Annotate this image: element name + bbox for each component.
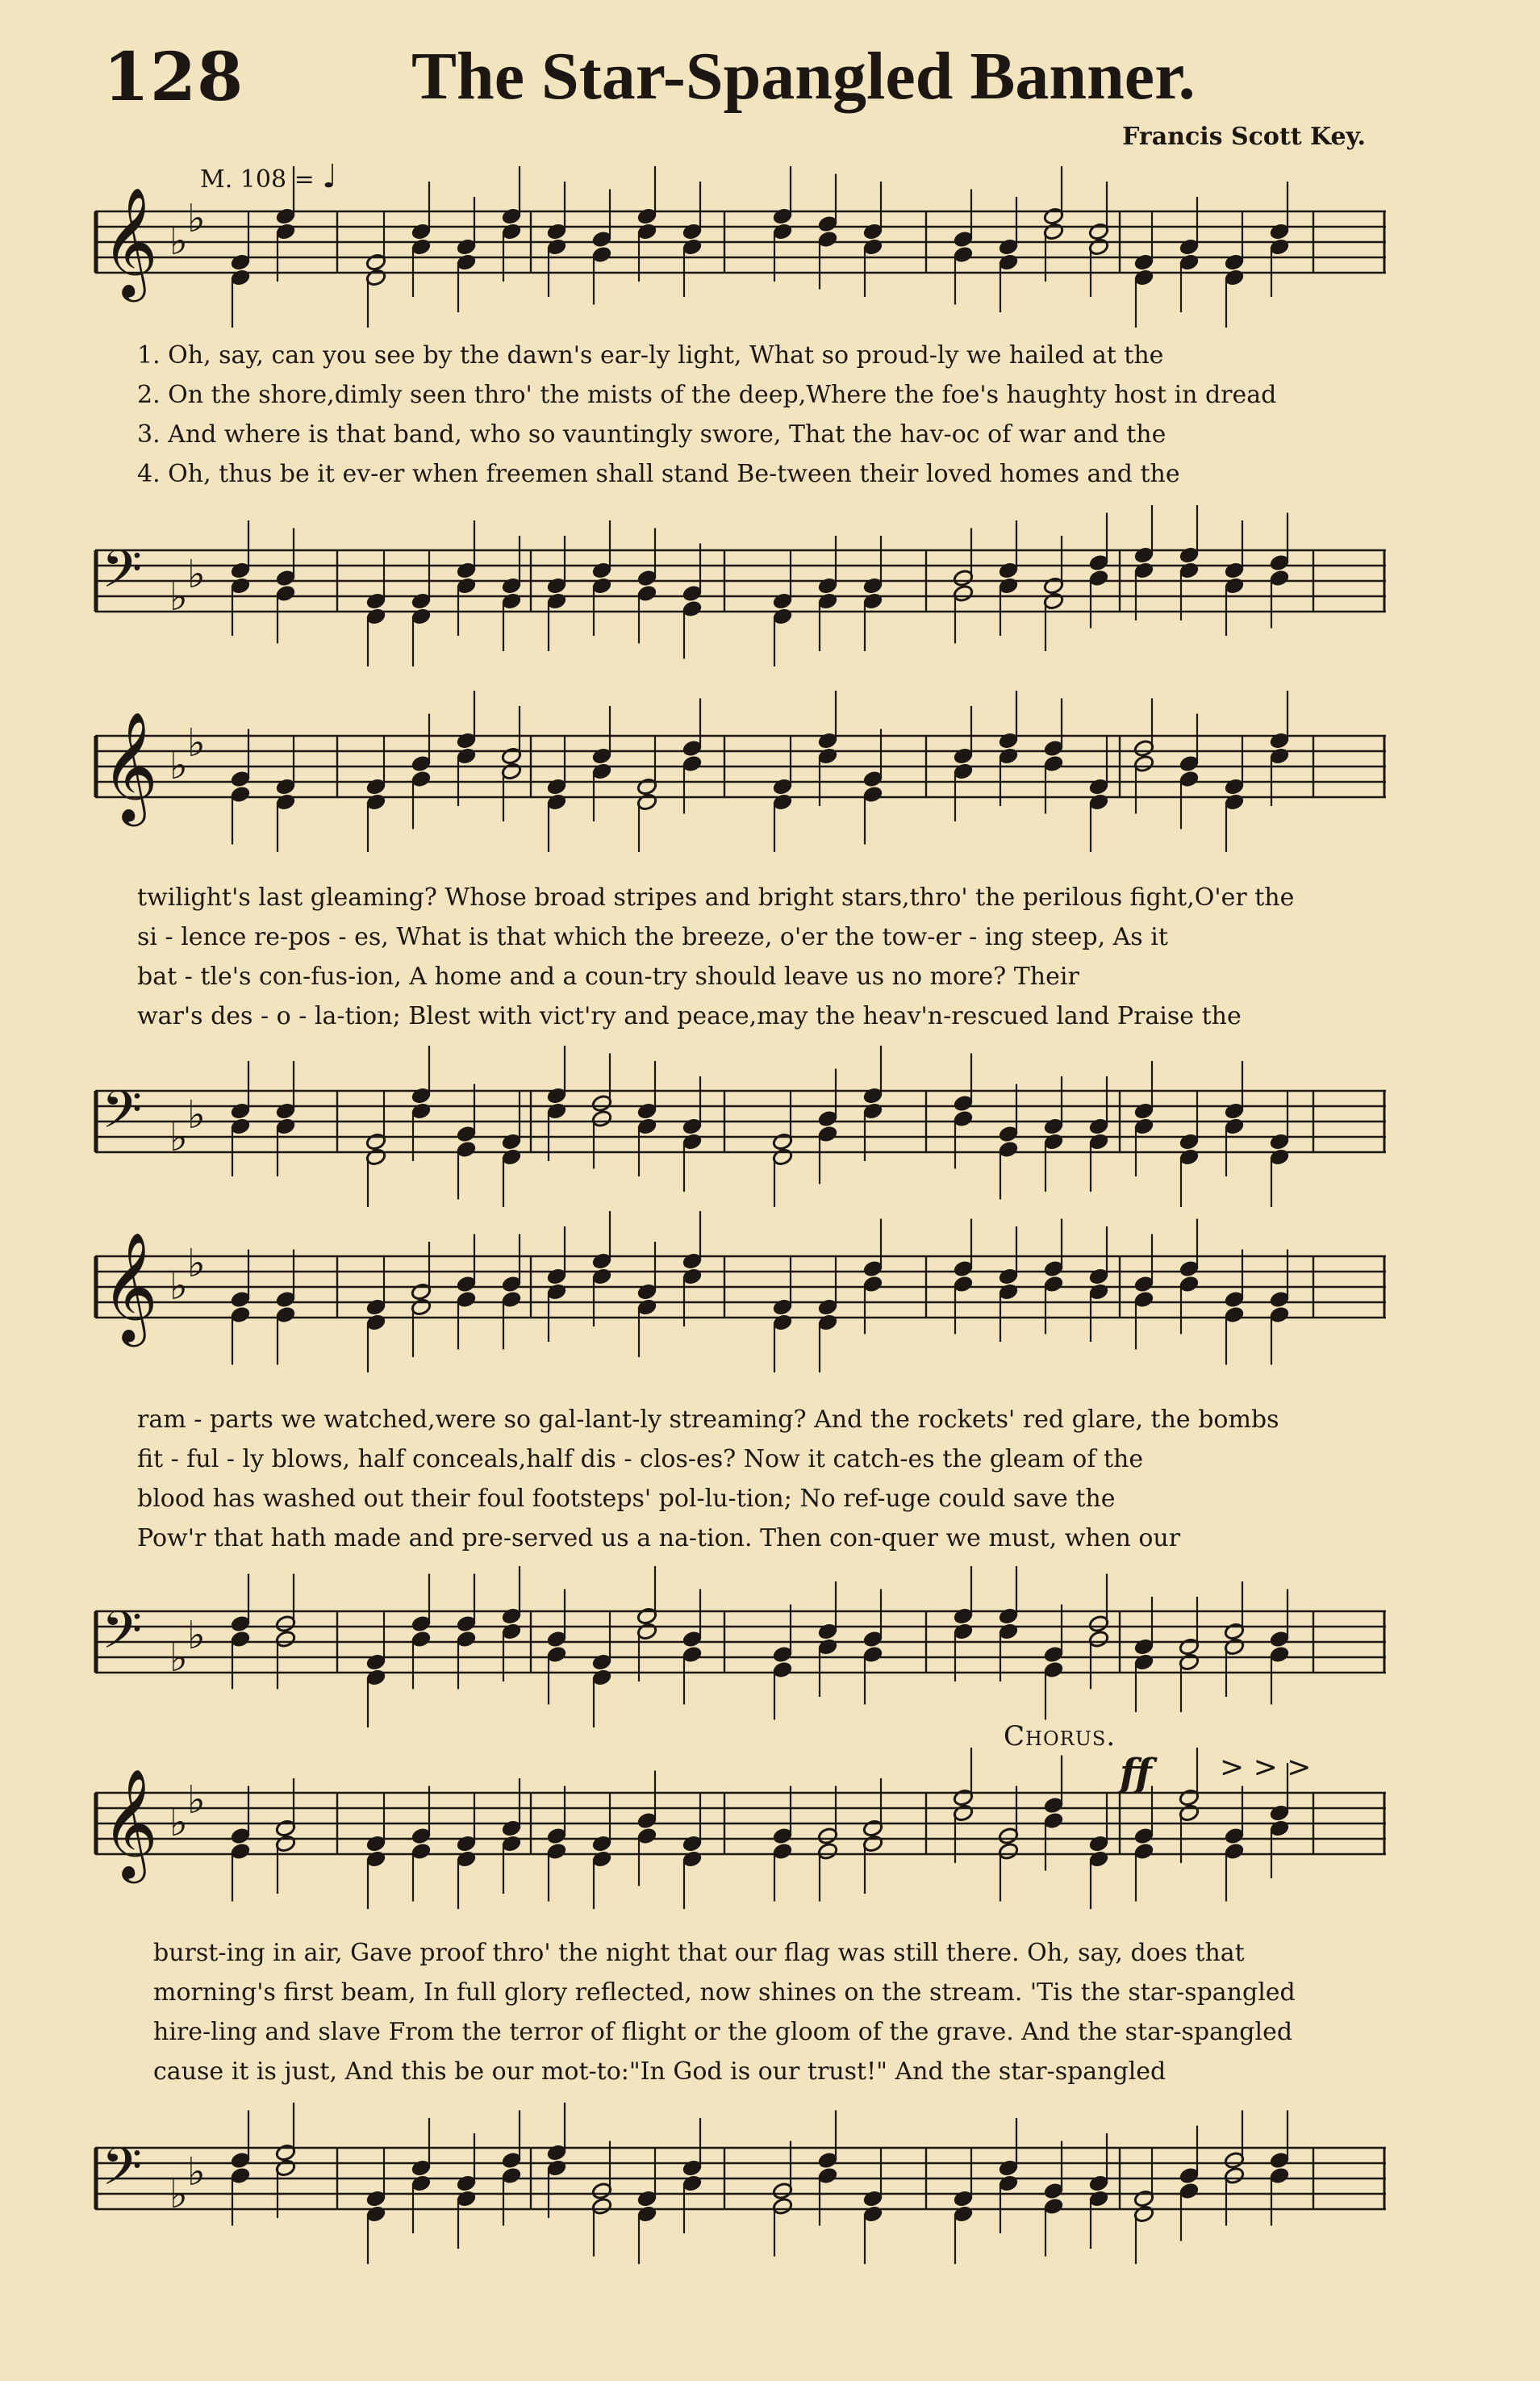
flat-icon: ♭ xyxy=(169,1115,188,1160)
bass-staff-3 xyxy=(95,1577,1386,1715)
accent-marks: > > > xyxy=(1220,1751,1312,1784)
chorus-label: Chorus. xyxy=(1004,1720,1116,1752)
music-system-3 xyxy=(95,1222,1386,1681)
lyric-verse-2: fit - ful - ly blows, half conceals,half dis - clos-es? Now it catch-es the gleam of the xyxy=(137,1445,1144,1473)
music-system-2 xyxy=(95,702,1386,1160)
lyrics-block-4 xyxy=(153,1933,1402,2091)
flat-icon: ♭ xyxy=(187,1092,206,1138)
lyric-verse-3: blood has washed out their foul footsteps' pol-lu-tion; No ref-uge could save the xyxy=(137,1485,1116,1513)
lyric-verse-3: hire-ling and slave From the terror of flight or the gloom of the grave. And the star-spangled xyxy=(153,2018,1293,2046)
lyric-verse-4: Pow'r that hath made and pre-served us a na-tion. Then con-quer we must, when our xyxy=(137,1524,1181,1552)
page-number: 128 xyxy=(103,39,244,116)
tempo-text: M. 108 = xyxy=(200,165,315,194)
bass-clef-icon: 𝄢 xyxy=(102,2137,143,2210)
music-system-1 xyxy=(95,178,1386,629)
flat-icon: ♭ xyxy=(187,1777,206,1823)
bass-clef-icon: 𝄢 xyxy=(102,1601,143,1673)
flat-icon: ♭ xyxy=(169,1264,188,1309)
flat-icon: ♭ xyxy=(169,743,188,788)
treble-staff-3 xyxy=(95,1222,1386,1360)
lyric-verse-2: si - lence re-pos - es, What is that which the breeze, o'er the tow-er - ing steep, As it xyxy=(137,923,1168,951)
bass-staff-4 xyxy=(95,2114,1386,2251)
flat-icon: ♭ xyxy=(187,552,206,597)
flat-icon: ♭ xyxy=(187,721,206,766)
lyrics-block-3 xyxy=(137,1400,1386,1558)
flat-icon: ♭ xyxy=(169,219,188,264)
flat-icon: ♭ xyxy=(169,574,188,620)
bass-staff-1 xyxy=(95,516,1386,654)
lyric-verse-4: cause it is just, And this be our mot-to:"In God is our trust!" And the star-spangled xyxy=(153,2057,1166,2086)
flat-icon: ♭ xyxy=(169,1800,188,1845)
lyrics-block-2 xyxy=(137,878,1386,1036)
flat-icon: ♭ xyxy=(169,2172,188,2217)
lyrics-block-1 xyxy=(137,336,1386,494)
lyric-verse-2: 2. On the shore,dimly seen thro' the mists of the deep,Where the foe's haughty host in dread xyxy=(137,381,1277,409)
lyric-verse-3: bat - tle's con-fus-ion, A home and a coun-try should leave us no more? Their xyxy=(137,963,1079,991)
dynamic-fortissimo: ff xyxy=(1120,1751,1152,1796)
lyric-verse-1: burst-ing in air, Gave proof thro' the night that our flag was still there. Oh, say, does that xyxy=(153,1939,1245,1967)
treble-staff-4 xyxy=(95,1759,1386,1896)
treble-clef-icon: 𝄞 xyxy=(102,186,158,297)
staff-lines xyxy=(95,1611,1386,1673)
flat-icon: ♭ xyxy=(187,1241,206,1286)
lyric-verse-4: war's des - o - la-tion; Blest with vict'ry and peace,may the heav'n-rescued land Praise the xyxy=(137,1002,1242,1030)
lyric-verse-1: ram - parts we watched,were so gal-lant-ly streaming? And the rockets' red glare, the bombs xyxy=(137,1406,1279,1434)
lyric-verse-1: twilight's last gleaming? Whose broad stripes and bright stars,thro' the perilous fight,O'er the xyxy=(137,883,1295,912)
treble-clef-icon: 𝄞 xyxy=(102,1767,158,1878)
bass-clef-icon: 𝄢 xyxy=(102,1080,143,1153)
hymn-title: The Star-Spangled Banner. xyxy=(411,39,1196,114)
treble-staff-2 xyxy=(95,702,1386,839)
flat-icon: ♭ xyxy=(187,196,206,241)
flat-icon: ♭ xyxy=(169,1635,188,1681)
author-credit: Francis Scott Key. xyxy=(1122,123,1366,151)
treble-staff-1 xyxy=(95,178,1386,315)
flat-icon: ♭ xyxy=(187,1613,206,1658)
lyric-verse-2: morning's first beam, In full glory reflected, now shines on the stream. 'Tis the star-spangled xyxy=(153,1978,1296,2007)
lyric-verse-4: 4. Oh, thus be it ev-er when freemen shall stand Be-tween their loved homes and the xyxy=(137,460,1180,488)
treble-clef-icon: 𝄞 xyxy=(102,1230,158,1342)
treble-clef-icon: 𝄞 xyxy=(102,710,158,821)
flat-icon: ♭ xyxy=(187,2149,206,2195)
music-system-4 xyxy=(95,1759,1386,2243)
bass-staff-2 xyxy=(95,1057,1386,1194)
bass-clef-icon: 𝄢 xyxy=(102,540,143,612)
lyric-verse-1: 1. Oh, say, can you see by the dawn's ear-ly light, What so proud-ly we hailed at the xyxy=(137,341,1164,370)
quarter-note-icon: ♩ xyxy=(322,158,338,195)
lyric-verse-3: 3. And where is that band, who so vauntingly swore, That the hav-oc of war and the xyxy=(137,420,1166,449)
